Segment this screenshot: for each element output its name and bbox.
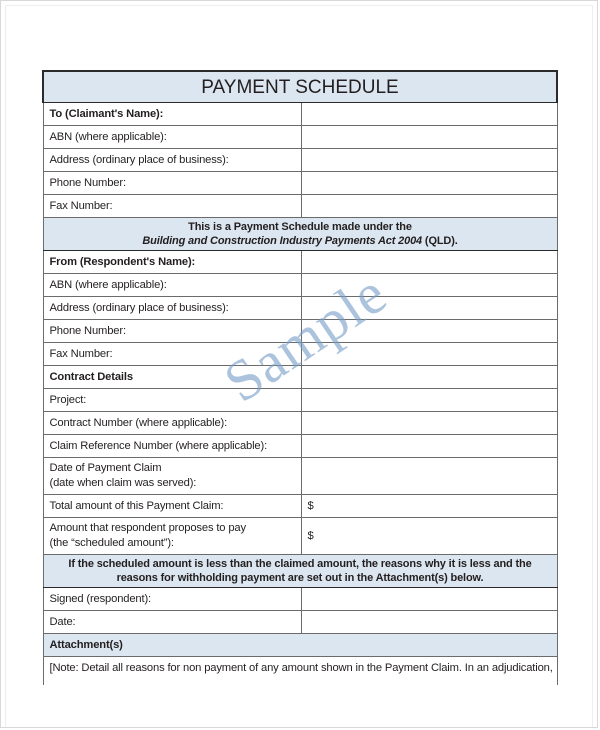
title-row [43,71,557,103]
contract-number-row [43,412,557,435]
date-of-claim-line2: (date when claim was served): [49,477,197,489]
contract-details-field[interactable] [301,366,557,389]
date-of-claim-line1: Date of Payment Claim [49,462,162,474]
project-row [43,389,557,412]
contract-number-field[interactable] [301,412,557,435]
claimant-fax-label: Fax Number: [43,195,301,218]
respondent-name-label: From (Respondent's Name): [43,251,301,274]
act-jurisdiction: (QLD). [422,235,458,247]
total-amount-row [43,495,557,518]
claimant-abn-field[interactable] [301,126,557,149]
act-name: Building and Construction Industry Payments Act 2004 [142,235,423,247]
respondent-fax-field[interactable] [301,343,557,366]
claim-reference-field[interactable] [301,435,557,458]
withholding-notice-row [43,555,557,588]
contract-details-heading: Contract Details [43,366,301,389]
total-amount-label: Total amount of this Payment Claim: [43,495,301,518]
signed-label: Signed (respondent): [43,588,301,611]
claimant-address-field[interactable] [301,149,557,172]
claimant-abn-label: ABN (where applicable): [43,126,301,149]
form-title: PAYMENT SCHEDULE [43,71,557,103]
respondent-abn-row [43,274,557,297]
claim-reference-row [43,435,557,458]
claimant-name-row [43,103,557,126]
claimant-abn-row [43,126,557,149]
date-of-claim-field[interactable] [301,458,557,495]
act-notice-line1: This is a Payment Schedule made under the [188,221,412,233]
scheduled-amount-row [43,518,557,555]
claimant-address-row [43,149,557,172]
contract-details-row [43,366,557,389]
claimant-phone-row [43,172,557,195]
claimant-fax-field[interactable] [301,195,557,218]
withholding-notice: If the scheduled amount is less than the claimed amount, the reasons why it is less and the reasons for withholding payment are set out in the Attachment(s) below. [43,555,557,588]
project-label: Project: [43,389,301,412]
sample-watermark: Sample [212,260,399,415]
claimant-phone-field[interactable] [301,172,557,195]
payment-schedule-form [42,70,558,685]
date-of-claim-label [43,458,301,495]
respondent-fax-label: Fax Number: [43,343,301,366]
respondent-phone-row [43,320,557,343]
act-notice-row [43,218,557,251]
respondent-name-row [43,251,557,274]
respondent-address-label: Address (ordinary place of business): [43,297,301,320]
claimant-name-field[interactable] [301,103,557,126]
respondent-name-field[interactable] [301,251,557,274]
attachments-note: [Note: Detail all reasons for non payment of any amount shown in the Payment Claim. In an adjudication, [43,657,557,686]
attachments-heading: Attachment(s) [43,634,557,657]
respondent-phone-label: Phone Number: [43,320,301,343]
date-row [43,611,557,634]
claimant-phone-label: Phone Number: [43,172,301,195]
attachments-heading-row [43,634,557,657]
scheduled-amount-field[interactable]: $ [301,518,557,555]
claimant-address-label: Address (ordinary place of business): [43,149,301,172]
respondent-abn-label: ABN (where applicable): [43,274,301,297]
date-of-claim-row [43,458,557,495]
scheduled-amount-line2: (the “scheduled amount”): [49,537,174,549]
date-field[interactable] [301,611,557,634]
signed-field[interactable] [301,588,557,611]
respondent-address-field[interactable] [301,297,557,320]
scheduled-amount-line1: Amount that respondent proposes to pay [49,522,246,534]
contract-number-label: Contract Number (where applicable): [43,412,301,435]
total-amount-field[interactable]: $ [301,495,557,518]
claimant-fax-row [43,195,557,218]
respondent-abn-field[interactable] [301,274,557,297]
act-notice [43,218,557,251]
project-field[interactable] [301,389,557,412]
date-label: Date: [43,611,301,634]
claim-reference-label: Claim Reference Number (where applicable): [43,435,301,458]
signed-row [43,588,557,611]
attachments-note-row [43,657,557,686]
scheduled-amount-label [43,518,301,555]
respondent-address-row [43,297,557,320]
respondent-phone-field[interactable] [301,320,557,343]
respondent-fax-row [43,343,557,366]
claimant-name-label: To (Claimant's Name): [43,103,301,126]
